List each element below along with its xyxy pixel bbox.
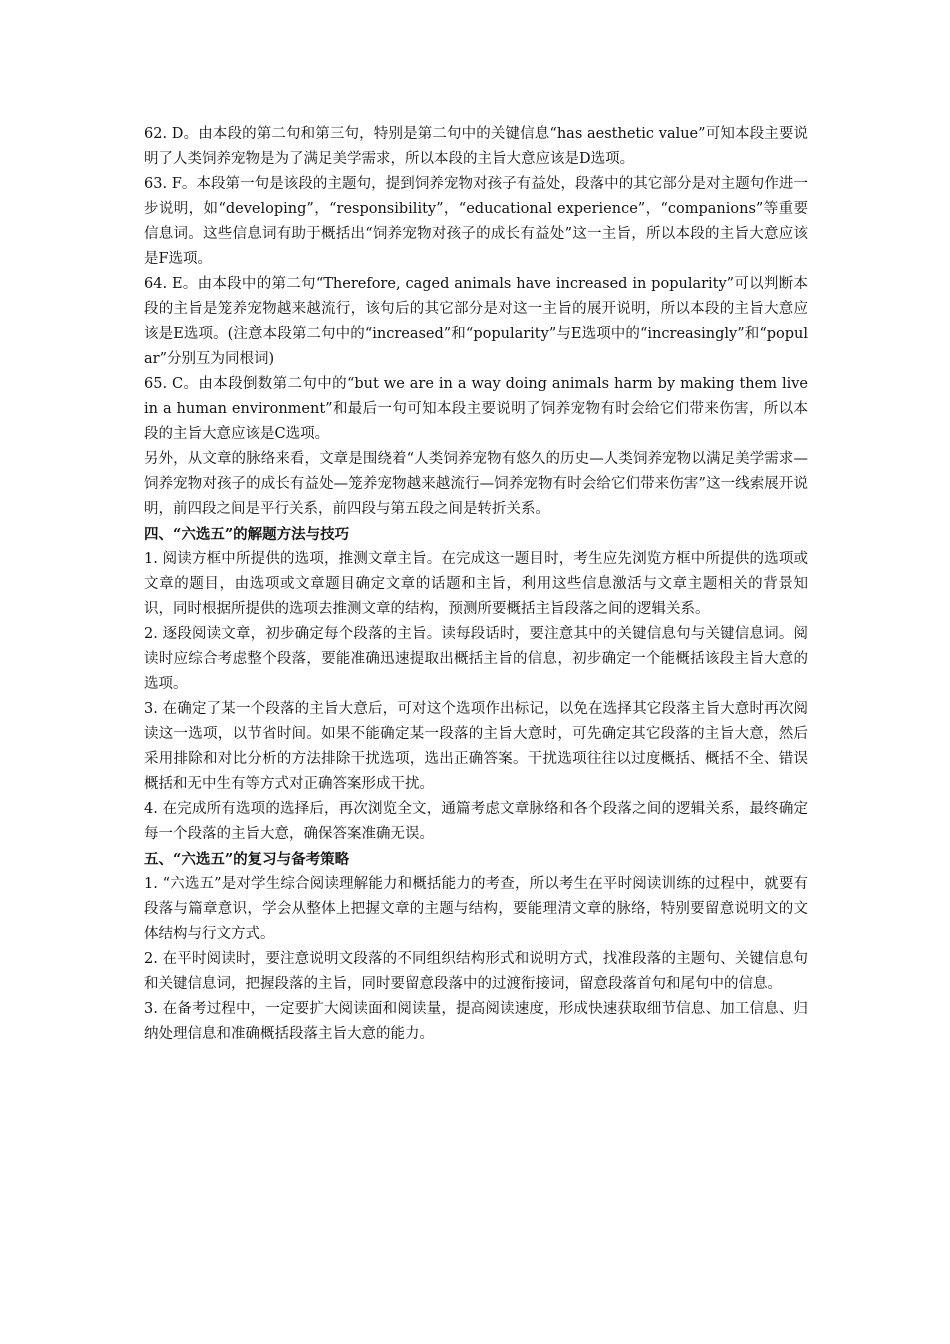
answer-65: 65. C。由本段倒数第二句中的“but we are in a way doing animals harm by making them live in a human environment”和最后一句可知本段主要说明了饲养宠物有时会给它们带来伤害，所以本段的主旨大意应该是C选项。 bbox=[144, 376, 808, 442]
answer-62: 62. D。由本段的第二句和第三句，特别是第二句中的关键信息“has aesthetic value”可知本段主要说明了人类饲养宠物是为了满足美学需求，所以本段的主旨大意应该是D选项。 bbox=[144, 126, 808, 167]
structure-summary: 另外，从文章的脉络来看，文章是围绕着“人类饲养宠物有悠久的历史—人类饲养宠物以满足美学需求—饲养宠物对孩子的成长有益处—笼养宠物越来越流行—饲养宠物有时会给它们带来伤害”这一线索展开说明，前四段之间是平行关系，前四段与第五段之间是转折关系。 bbox=[144, 451, 808, 517]
section-4-item-3: 3. 在确定了某一个段落的主旨大意后，可对这个选项作出标记，以免在选择其它段落主旨大意时再次阅读这一选项，以节省时间。如果不能确定某一段落的主旨大意时，可先确定其它段落的主旨大意，然后采用排除和对比分析的方法排除干扰选项，选出正确答案。干扰选项往往以过度概括、概括不全、错误概括和无中生有等方式对正确答案形成干扰。 bbox=[144, 701, 808, 792]
section-4-heading: 四、“六选五”的解题方法与技巧 bbox=[144, 526, 350, 543]
answer-63: 63. F。本段第一句是该段的主题句，提到饲养宠物对孩子有益处，段落中的其它部分是对主题句作进一步说明，如“developing”，“responsibility”，“educational experience”，“companions”等重要信息词。这些信息词有助于概括出“饲养宠物对孩子的成长有益处”这一主旨，所以本段的主旨大意应该是F选项。 bbox=[144, 176, 808, 267]
section-4-item-1: 1. 阅读方框中所提供的选项，推测文章主旨。在完成这一题目时，考生应先浏览方框中所提供的选项或文章的题目，由选项或文章题目确定文章的话题和主旨，利用这些信息激活与文章主题相关的背景知识，同时根据所提供的选项去推测文章的结构，预测所要概括主旨段落之间的逻辑关系。 bbox=[144, 551, 808, 617]
document-body bbox=[144, 122, 808, 1047]
section-4-item-4: 4. 在完成所有选项的选择后，再次浏览全文，通篇考虑文章脉络和各个段落之间的逻辑关系，最终确定每一个段落的主旨大意，确保答案准确无误。 bbox=[144, 801, 808, 842]
section-5-item-2: 2. 在平时阅读时，要注意说明文段落的不同组织结构形式和说明方式，找准段落的主题句、关键信息句和关键信息词，把握段落的主旨，同时要留意段落中的过渡衔接词，留意段落首句和尾句中的信息。 bbox=[144, 951, 808, 992]
section-4-item-2: 2. 逐段阅读文章，初步确定每个段落的主旨。读每段话时，要注意其中的关键信息句与关键信息词。阅读时应综合考虑整个段落，要能准确迅速提取出概括主旨的信息，初步确定一个能概括该段主旨大意的选项。 bbox=[144, 626, 808, 692]
section-5-item-3: 3. 在备考过程中，一定要扩大阅读面和阅读量，提高阅读速度，形成快速获取细节信息、加工信息、归纳处理信息和准确概括段落主旨大意的能力。 bbox=[144, 1001, 808, 1042]
answer-64: 64. E。由本段中的第二句“Therefore, caged animals have increased in popularity”可以判断本段的主旨是笼养宠物越来越流行，该句后的其它部分是对这一主旨的展开说明，所以本段的主旨大意应该是E选项。(注意本段第二句中的“increased”和“popularity”与E选项中的“increasingly”和“popular”分别互为同根词) bbox=[144, 276, 808, 367]
section-5-heading: 五、“六选五”的复习与备考策略 bbox=[144, 851, 350, 868]
section-5-item-1: 1. “六选五”是对学生综合阅读理解能力和概括能力的考查，所以考生在平时阅读训练的过程中，就要有段落与篇章意识，学会从整体上把握文章的主题与结构，要能理清文章的脉络，特别要留意说明文的文体结构与行文方式。 bbox=[144, 876, 808, 942]
